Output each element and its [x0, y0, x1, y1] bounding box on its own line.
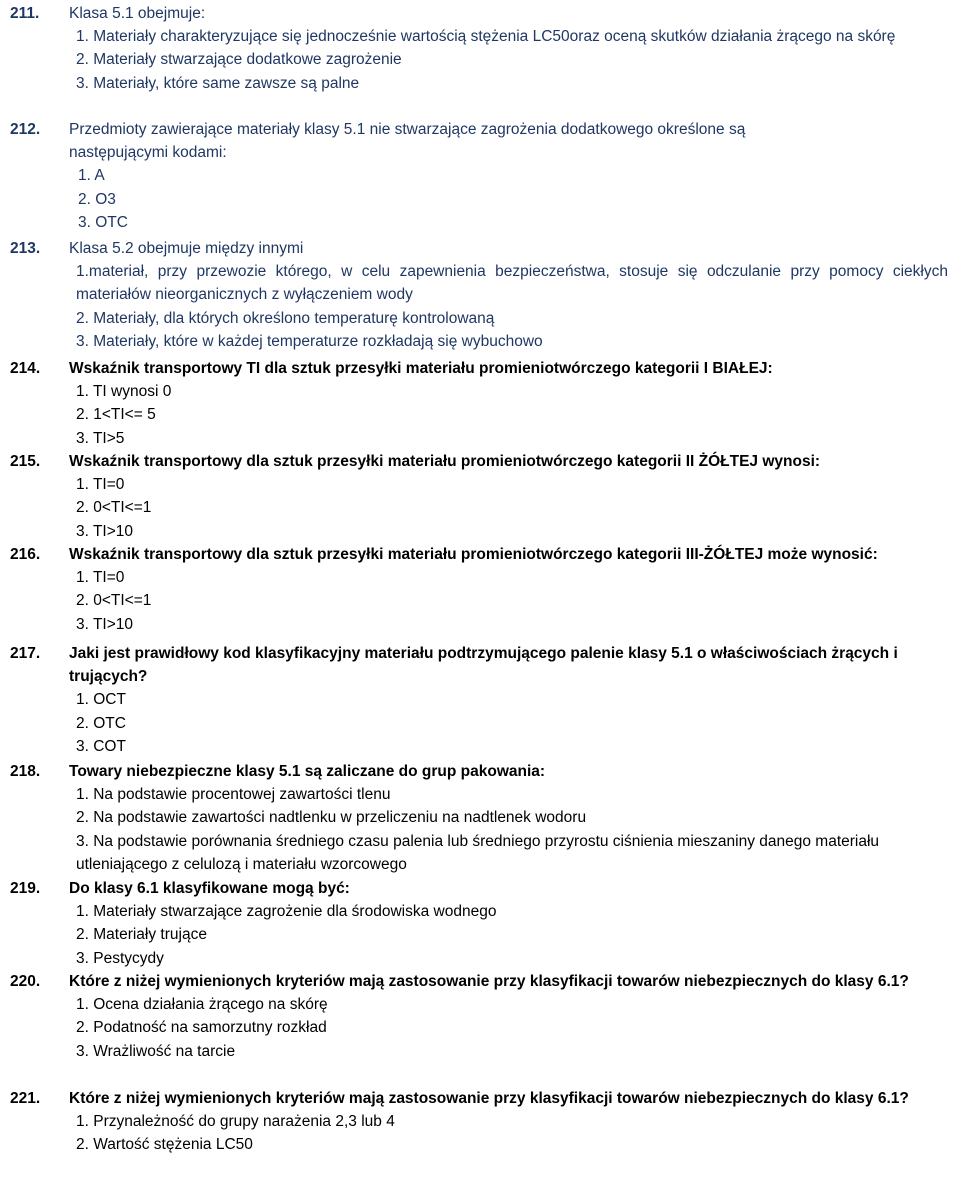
answer-option: 3. Materiały, które same zawsze są palne [76, 74, 360, 92]
question-text: Przedmioty zawierające materiały klasy 5.1 nie stwarzające zagrożenia dodatkowego określone są następującymi kodami: [69, 121, 746, 162]
question-item [0, 357, 960, 450]
answer-option: 1. A [78, 167, 105, 185]
question-number: 213. [10, 240, 41, 257]
question-item [0, 543, 960, 636]
answer-option: 2. 0<TI<=1 [76, 592, 152, 610]
question-number: 220. [10, 973, 41, 990]
answer-option: 1.materiał, przy przewozie którego, w celu zapewnienia bezpieczeństwa, stosuje się odczulanie przy pomocy ciekłych materiałów nieorganicznych z wyłączeniem wody [76, 263, 948, 304]
question-text: Klasa 5.1 obejmuje: [69, 5, 206, 22]
answer-option: 2. Wartość stężenia LC50 [76, 1136, 253, 1154]
answer-option: 3. TI>10 [76, 522, 134, 540]
question-text: Klasa 5.2 obejmuje między innymi [69, 240, 304, 257]
question-item [0, 970, 960, 1063]
question-item [0, 237, 960, 353]
question-number: 218. [10, 763, 41, 780]
answer-option: 2. Podatność na samorzutny rozkład [76, 1019, 327, 1037]
question-number: 219. [10, 880, 41, 897]
answer-option: 3. COT [76, 737, 126, 755]
question-item [0, 118, 960, 234]
answer-option: 1. Przynależność do grupy narażenia 2,3 lub 4 [76, 1113, 395, 1131]
answer-option: 2. OTC [76, 714, 126, 732]
answer-option: 2. 0<TI<=1 [76, 499, 152, 517]
question-text: Które z niżej wymienionych kryteriów mają zastosowanie przy klasyfikacji towarów niebezpiecznych do klasy 6.1? [69, 1090, 909, 1107]
answer-option: 1. Na podstawie procentowej zawartości tlenu [76, 786, 391, 804]
question-text: Wskaźnik transportowy dla sztuk przesyłki materiału promieniotwórczego kategorii II ŻÓŁTEJ wynosi: [69, 453, 821, 470]
answer-option: 3. TI>5 [76, 429, 125, 447]
answer-option: 2. Na podstawie zawartości nadtlenku w przeliczeniu na nadtlenek wodoru [76, 809, 587, 827]
answer-option: 1. Materiały charakteryzujące się jednocześnie wartością stężenia LC50oraz oceną skutków działania żrącego na skórę [76, 28, 896, 46]
question-item [0, 877, 960, 970]
answer-option: 2. Materiały, dla których określono temperaturę kontrolowaną [76, 309, 495, 327]
question-item [0, 760, 960, 876]
answer-option: 3. Wrażliwość na tarcie [76, 1042, 236, 1060]
answer-option: 2. Materiały trujące [76, 926, 207, 944]
question-number: 212. [10, 121, 41, 138]
question-number: 217. [10, 645, 41, 662]
question-text: Wskaźnik transportowy dla sztuk przesyłki materiału promieniotwórczego kategorii III-ŻÓŁTEJ może wynosić: [69, 546, 878, 563]
answer-option: 3. Materiały, które w każdej temperaturze rozkładają się wybuchowo [76, 332, 543, 350]
answer-option: 3. TI>10 [76, 615, 134, 633]
question-item [0, 642, 960, 758]
question-item [0, 1087, 960, 1157]
answer-option: 1. TI=0 [76, 569, 125, 587]
question-number: 215. [10, 453, 41, 470]
answer-option: 1. Ocena działania żrącego na skórę [76, 996, 328, 1014]
question-item [0, 450, 960, 543]
answer-option: 1. Materiały stwarzające zagrożenie dla środowiska wodnego [76, 903, 497, 921]
answer-option: 2. O3 [78, 190, 116, 208]
question-text: Towary niebezpieczne klasy 5.1 są zaliczane do grup pakowania: [69, 763, 546, 780]
question-number: 211. [10, 5, 40, 22]
question-text: Jaki jest prawidłowy kod klasyfikacyjny materiału podtrzymującego palenie klasy 5.1 o właściwościach żrących i trujących? [69, 645, 898, 686]
answer-option: 2. Materiały stwarzające dodatkowe zagrożenie [76, 51, 402, 69]
question-number: 221. [10, 1090, 41, 1107]
answer-option: 1. TI wynosi 0 [76, 383, 172, 401]
answer-option: 2. 1<TI<= 5 [76, 406, 156, 424]
answer-option: 1. TI=0 [76, 476, 125, 494]
question-text: Które z niżej wymienionych kryteriów mają zastosowanie przy klasyfikacji towarów niebezpiecznych do klasy 6.1? [69, 973, 909, 990]
question-item [0, 2, 960, 95]
question-text: Do klasy 6.1 klasyfikowane mogą być: [69, 880, 350, 897]
answer-option: 3. Na podstawie porównania średniego czasu palenia lub średniego przyrostu ciśnienia mieszaniny danego materiału utleniającego z celulozą i materiału wzorcowego [76, 832, 880, 873]
question-text: Wskaźnik transportowy TI dla sztuk przesyłki materiału promieniotwórczego kategorii I BIAŁEJ: [69, 360, 773, 377]
answer-option: 3. Pestycydy [76, 949, 164, 967]
answer-option: 1. OCT [76, 691, 126, 709]
answer-option: 3. OTC [78, 213, 128, 231]
question-number: 214. [10, 360, 41, 377]
question-number: 216. [10, 546, 41, 563]
